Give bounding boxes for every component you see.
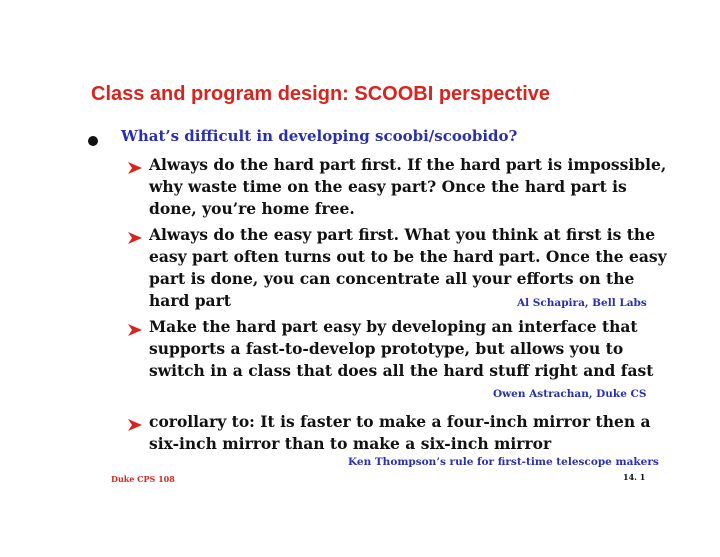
attribution: Owen Astrachan, Duke CS bbox=[493, 388, 647, 400]
list-item: Always do the hard part first. If the hard part is impossible, why waste time on the easy part? Once the hard part is done, you’re home free. bbox=[149, 155, 667, 218]
attribution: Ken Thompson’s rule for first-time telescope makers bbox=[348, 456, 659, 468]
arrow-bullet-icon bbox=[128, 162, 142, 174]
list-item: Always do the easy part first. What you think at first is the easy part often turns out to be the hard part. Once the easy part is done, you can concentrate all your efforts on the hard part bbox=[149, 225, 667, 310]
list-item: Make the hard part easy by developing an interface that supports a fast-to-develop prototype, but allows you to switch in a class that does all the hard stuff right and fast bbox=[149, 317, 654, 380]
footer-course: Duke CPS 108 bbox=[111, 474, 175, 484]
arrow-bullet-icon bbox=[128, 324, 142, 336]
arrow-bullet-icon bbox=[128, 419, 142, 431]
question-text: What’s difficult in developing scoobi/scoobido? bbox=[121, 127, 518, 145]
page-number: 14. 1 bbox=[623, 472, 646, 482]
attribution: Al Schapira, Bell Labs bbox=[517, 297, 647, 309]
slide-title: Class and program design: SCOOBI perspective bbox=[91, 83, 551, 105]
bullet-dot-icon bbox=[88, 136, 98, 146]
list-item: corollary to: It is faster to make a four-inch mirror then a six-inch mirror than to make a six-inch mirror bbox=[149, 412, 651, 453]
arrow-bullet-icon bbox=[128, 232, 142, 244]
